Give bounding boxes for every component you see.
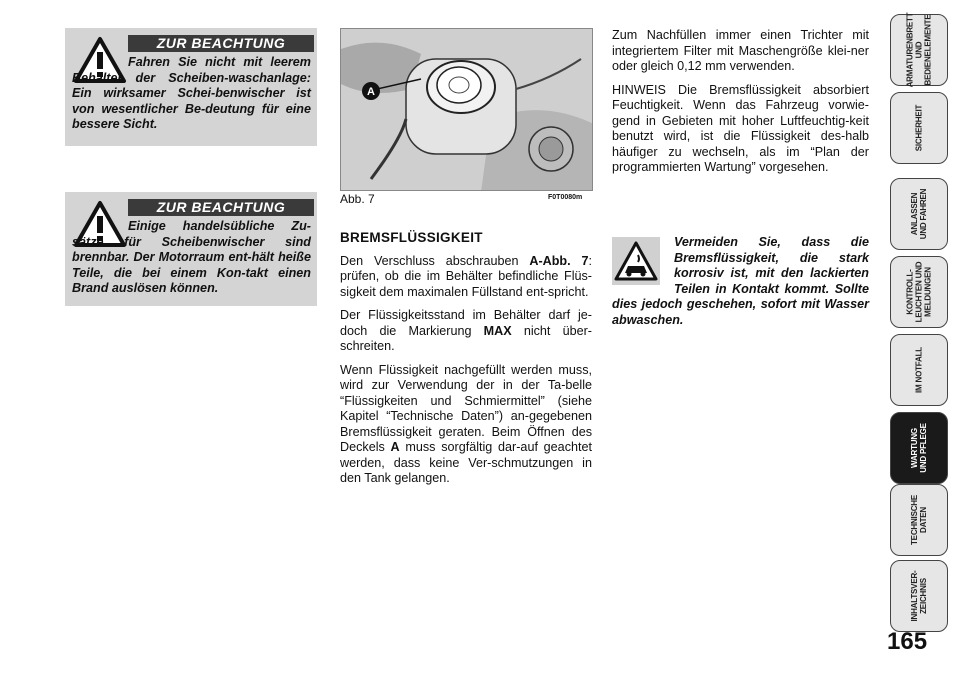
warning-header: ZUR BEACHTUNG <box>128 35 314 52</box>
warning-text: Fahren Sie nicht mit leerem Behälter der Scheiben-waschanlage: Ein wirksamer Schei-benwischer ist von wesentlicher Be-deutung für eine bessere Sicht. <box>72 55 311 131</box>
page-number: 165 <box>887 628 928 655</box>
tab-wartung[interactable]: WARTUNG UND PFLEGE <box>890 412 948 484</box>
engine-bay-figure <box>340 28 593 191</box>
warning-text: Einige handelsübliche Zu-sätze für Scheibenwischer sind brennbar. Der Motorraum ent-hält heiße Teile, die bei einem Kon-takt einen Brand auslösen können. <box>72 219 311 295</box>
paragraph-funnel: Zum Nachfüllen immer einen Trichter mit integriertem Filter mit Maschengröße klei-ner oder gleich 0,12 mm verwenden. <box>612 28 869 73</box>
tab-kontrollleuchten[interactable]: KONTROLL- LEUCHTEN UND MELDUNGEN <box>890 256 948 328</box>
warning-box-1 <box>65 28 317 146</box>
figure-caption: Abb. 7 <box>340 192 375 206</box>
paragraph-2: Der Flüssigkeitsstand im Behälter darf je-doch die Markierung MAX nicht über-schreiten. <box>340 308 592 353</box>
tab-sicherheit[interactable]: SICHERHEIT <box>890 92 948 164</box>
warning-box-2 <box>65 192 317 306</box>
car-paint-warning-icon <box>612 237 660 285</box>
paragraph-3: Wenn Flüssigkeit nachgefüllt werden muss, wird zur Verwendung der in der Ta-belle “Flüssigkeiten und Schmiermittel” (siehe Kapitel “Technische Daten”) an-gegebenen Bremsflüssigkeit geraten. Beim Öffnen des Deckels A muss sorgfältig dar-auf geachtet werden, dass keine Ver-schmutzungen in den Tank gelangen. <box>340 362 592 485</box>
caution-text: Vermeiden Sie, dass die Bremsflüssigkeit, die stark korrosiv ist, mit den lackierten Teilen in Kontakt kommt. Sollte dies jedoch geschehen, sofort mit Wasser abwaschen. <box>612 235 869 327</box>
paint-caution <box>612 235 869 345</box>
tab-technische-daten[interactable]: TECHNISCHE DATEN <box>890 484 948 556</box>
tab-anlassen[interactable]: ANLASSEN UND FAHREN <box>890 178 948 250</box>
label-a: A <box>367 86 375 98</box>
brake-fluid-reservoir-illustration <box>341 29 593 191</box>
paragraph-1: Den Verschluss abschrauben A-Abb. 7: prüfen, ob die im Behälter befindliche Flüs-sigkeit dem maximalen Füllstand ent-spricht. <box>340 253 592 299</box>
right-column <box>612 28 869 184</box>
tab-inhaltsverzeichnis[interactable]: INHALTSVER- ZEICHNIS <box>890 560 948 632</box>
figure-code: F0T0080m <box>548 194 583 201</box>
section-title: BREMSFLÜSSIGKEIT <box>340 230 483 245</box>
middle-column <box>340 230 592 495</box>
tab-im-notfall[interactable]: IM NOTFALL <box>890 334 948 406</box>
tab-armaturenbrett[interactable]: ARMATURENBRETT UND BEDIENELEMENTE <box>890 14 948 86</box>
warning-header: ZUR BEACHTUNG <box>128 199 314 216</box>
paragraph-note: HINWEIS Die Bremsflüssigkeit absorbiert Feuchtigkeit. Wenn das Fahrzeug vorwie-gend in Gebieten mit hoher Luftfeuchtig-keit benutzt wird, ist die Flüssigkeit des-halb häufiger zu wechseln, als im “Plan der programmierten Wartung” vorgesehen. <box>612 82 869 174</box>
